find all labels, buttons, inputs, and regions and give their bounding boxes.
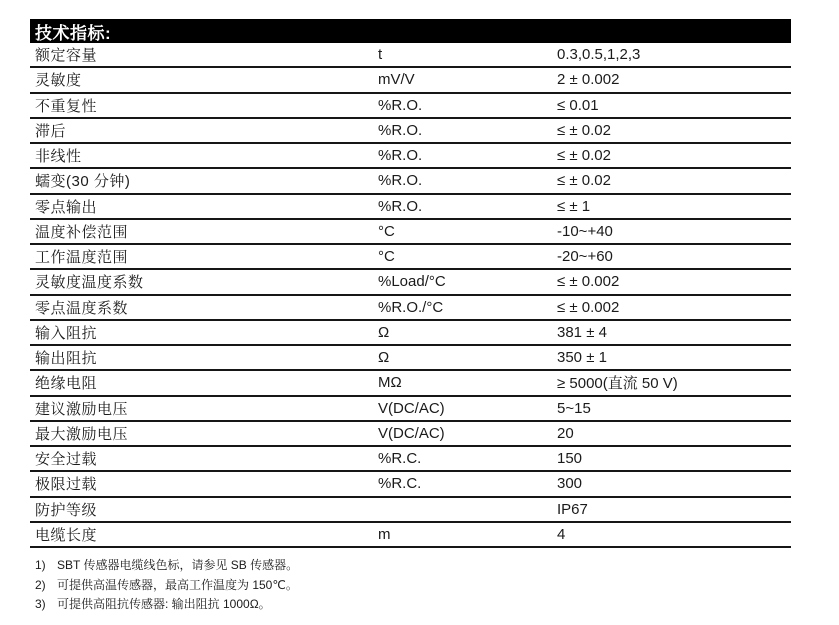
table-row — [30, 346, 791, 371]
spec-unit: %R.O. — [378, 172, 423, 190]
spec-unit: %R.C. — [378, 475, 422, 493]
spec-unit: V(DC/AC) — [378, 424, 445, 442]
spec-value: 300 — [557, 475, 583, 493]
table-row — [30, 422, 791, 447]
table-row — [30, 245, 791, 270]
spec-value: 5~15 — [557, 399, 591, 417]
spec-value: ≤ ± 0.02 — [557, 147, 611, 165]
spec-value: ≤ ± 0.002 — [557, 273, 620, 291]
spec-parameter: 输出阻抗 — [35, 350, 98, 368]
table-row — [30, 447, 791, 472]
table-row — [30, 321, 791, 346]
spec-parameter: 输入阻抗 — [35, 324, 98, 342]
spec-unit: mV/V — [378, 71, 415, 89]
spec-value: ≥ 5000(直流 50 V) — [557, 375, 678, 393]
spec-parameter: 滞后 — [35, 122, 67, 140]
table-row — [30, 472, 791, 497]
spec-unit: Ω — [378, 323, 390, 341]
footnote-text: 可提供高阻抗传感器: 输出阻抗 1000Ω。 — [57, 597, 271, 611]
spec-parameter: 安全过载 — [35, 451, 98, 469]
spec-value: ≤ ± 0.02 — [557, 121, 611, 139]
spec-unit: Ω — [378, 349, 390, 367]
table-row — [30, 220, 791, 245]
spec-value: 0.3,0.5,1,2,3 — [557, 46, 641, 64]
spec-unit: m — [378, 525, 391, 543]
spec-parameter: 最大激励电压 — [35, 425, 129, 443]
spec-value: ≤ 0.01 — [557, 96, 599, 114]
spec-sheet — [30, 19, 791, 615]
section-title: 技术指标: — [35, 23, 112, 43]
table-row — [30, 397, 791, 422]
table-row — [30, 169, 791, 194]
spec-value: ≤ ± 0.002 — [557, 298, 620, 316]
spec-unit: °C — [378, 222, 395, 240]
spec-parameter: 防护等级 — [35, 501, 98, 519]
spec-unit: t — [378, 46, 383, 64]
spec-value: 150 — [557, 450, 583, 468]
table-row — [30, 195, 791, 220]
spec-parameter: 建议激励电压 — [35, 400, 129, 418]
table-row — [30, 94, 791, 119]
spec-value: ≤ ± 1 — [557, 197, 591, 215]
footnote-text: SBT 传感器电缆线色标，请参见 SB 传感器。 — [57, 558, 299, 572]
spec-value: -10~+40 — [557, 222, 613, 240]
spec-value: 20 — [557, 424, 574, 442]
spec-parameter: 零点温度系数 — [35, 299, 129, 317]
spec-unit: %R.O. — [378, 197, 423, 215]
spec-parameter: 温度补偿范围 — [35, 223, 129, 241]
table-row — [30, 43, 791, 68]
table-row — [30, 68, 791, 93]
footnote-text: 可提供高温传感器，最高工作温度为 150℃。 — [57, 577, 298, 592]
spec-parameter: 蠕变(30 分钟) — [35, 173, 131, 191]
footnote-number: 2) — [35, 577, 46, 592]
table-row — [30, 498, 791, 523]
spec-parameter: 不重复性 — [35, 97, 98, 115]
table-row — [30, 523, 791, 548]
table-row — [30, 119, 791, 144]
spec-parameter: 极限过载 — [35, 476, 98, 494]
spec-value: 2 ± 0.002 — [557, 71, 620, 89]
spec-unit: %R.O. — [378, 147, 423, 165]
spec-unit: %R.O. — [378, 96, 423, 114]
spec-unit: %R.O. — [378, 121, 423, 139]
spec-value: -20~+60 — [557, 248, 613, 266]
section-header — [30, 19, 791, 43]
table-row — [30, 296, 791, 321]
footnote-item — [35, 556, 791, 576]
spec-unit: V(DC/AC) — [378, 399, 445, 417]
table-row — [30, 144, 791, 169]
table-row — [30, 371, 791, 396]
spec-parameter: 零点输出 — [35, 198, 98, 216]
table-row — [30, 270, 791, 295]
spec-unit: %R.O./°C — [378, 298, 444, 316]
spec-value: 350 ± 1 — [557, 349, 607, 367]
spec-parameter: 工作温度范围 — [35, 249, 129, 267]
footnote-item — [35, 595, 791, 615]
spec-unit: °C — [378, 248, 395, 266]
spec-unit: %R.C. — [378, 450, 422, 468]
spec-parameter: 非线性 — [35, 148, 82, 166]
spec-unit: %Load/°C — [378, 273, 446, 291]
spec-unit: MΩ — [378, 374, 402, 392]
footnotes — [30, 556, 791, 615]
spec-table — [30, 43, 791, 548]
spec-value: IP67 — [557, 500, 588, 518]
footnote-number: 1) — [35, 558, 46, 572]
spec-parameter: 绝缘电阻 — [35, 375, 98, 393]
spec-value: 4 — [557, 525, 566, 543]
footnote-number: 3) — [35, 597, 46, 611]
spec-value: 381 ± 4 — [557, 323, 607, 341]
spec-value: ≤ ± 0.02 — [557, 172, 611, 190]
spec-parameter: 灵敏度 — [35, 72, 82, 90]
spec-parameter: 电缆长度 — [35, 526, 98, 544]
footnote-item — [35, 576, 791, 596]
spec-parameter: 额定容量 — [35, 47, 98, 65]
spec-parameter: 灵敏度温度系数 — [35, 274, 144, 292]
